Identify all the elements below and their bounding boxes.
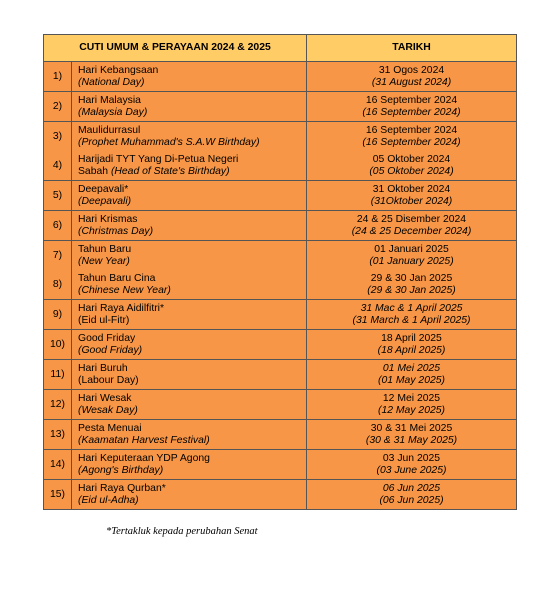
table-header-row (44, 35, 517, 62)
holiday-date-english: (01 May 2025) (378, 374, 445, 386)
holiday-name-cell (72, 181, 307, 211)
holiday-name: Hari Raya Qurban* (78, 483, 166, 494)
holiday-date-english: (18 April 2025) (377, 344, 446, 356)
holiday-date-cell (307, 62, 517, 92)
holiday-name-cell (72, 360, 307, 390)
holiday-date-cell (307, 122, 517, 152)
table-row (44, 122, 517, 152)
holiday-date-english: (06 Jun 2025) (379, 494, 444, 506)
holiday-date: 24 & 25 Disember 2024 (356, 214, 467, 225)
holiday-date-cell (307, 360, 517, 390)
holiday-name-cell (72, 62, 307, 92)
holiday-name: Hari Krismas (78, 214, 138, 225)
table-row (44, 62, 517, 92)
holiday-name: Pesta Menuai (78, 423, 142, 434)
row-number: 12) (44, 390, 72, 420)
holiday-name-english: (Agong's Birthday) (78, 464, 164, 476)
holiday-date: 31 Mac & 1 April 2025 (360, 303, 463, 314)
holiday-date: 12 Mei 2025 (382, 393, 441, 404)
holiday-date-english: (16 September 2024) (362, 106, 461, 118)
holiday-date-cell (307, 420, 517, 450)
table-row (44, 181, 517, 211)
row-number: 11) (44, 360, 72, 390)
holiday-name-english: (New Year) (78, 255, 130, 267)
holiday-name-english: (Labour Day) (78, 374, 139, 386)
holiday-name: Hari Kebangsaan (78, 65, 159, 76)
row-number: 3) (44, 122, 72, 152)
holiday-date: 01 Mei 2025 (382, 363, 441, 374)
holiday-name: Hari Wesak (78, 393, 132, 404)
holiday-name-cell (72, 270, 307, 300)
holiday-name-cell (72, 92, 307, 122)
holiday-name-cell (72, 300, 307, 330)
row-number: 6) (44, 211, 72, 241)
holiday-name: Deepavali* (78, 184, 129, 195)
holiday-date-cell (307, 241, 517, 271)
table-row (44, 360, 517, 390)
holiday-date: 16 September 2024 (365, 95, 458, 106)
row-number: 15) (44, 480, 72, 510)
table-row (44, 450, 517, 480)
table-row (44, 300, 517, 330)
holiday-date-cell (307, 181, 517, 211)
holiday-name-english: (Christmas Day) (78, 225, 154, 237)
holiday-name-cell (72, 241, 307, 271)
holiday-table (43, 34, 517, 510)
holiday-date-cell (307, 151, 517, 181)
holiday-name-english: (Wesak Day) (78, 404, 138, 416)
holiday-name-english: (Head of State's Birthday) (110, 165, 230, 177)
holiday-name-english: (National Day) (78, 76, 145, 88)
holiday-name-cell (72, 151, 307, 181)
holiday-date: 31 Oktober 2024 (372, 184, 451, 195)
table-row (44, 480, 517, 510)
holiday-name-english: (Malaysia Day) (78, 106, 148, 118)
table-row (44, 330, 517, 360)
row-number: 13) (44, 420, 72, 450)
holiday-date: 31 Ogos 2024 (378, 65, 445, 76)
holiday-name: Good Friday (78, 333, 136, 344)
table-row (44, 241, 517, 271)
holiday-date-cell (307, 450, 517, 480)
holiday-name-cell (72, 480, 307, 510)
holiday-date: 18 April 2025 (381, 333, 442, 344)
holiday-date-english: (01 January 2025) (369, 255, 454, 267)
table-row (44, 390, 517, 420)
holiday-date: 05 Oktober 2024 (372, 154, 451, 165)
row-number: 14) (44, 450, 72, 480)
holiday-date: 03 Jun 2025 (382, 453, 441, 464)
holiday-date-english: (12 May 2025) (378, 404, 445, 416)
row-number: 9) (44, 300, 72, 330)
holiday-name: Hari Malaysia (78, 95, 141, 106)
row-number: 4) (44, 151, 72, 181)
table-row (44, 270, 517, 300)
holiday-name: Hari Buruh (78, 363, 128, 374)
holiday-name-cell (72, 450, 307, 480)
holiday-name-line2 (78, 166, 306, 178)
holiday-date-cell (307, 390, 517, 420)
holiday-date-cell (307, 92, 517, 122)
holiday-name-english: (Chinese New Year) (78, 284, 171, 296)
table-row (44, 92, 517, 122)
table-row (44, 211, 517, 241)
holiday-date-cell (307, 270, 517, 300)
holiday-date-cell (307, 211, 517, 241)
holiday-date-english: (24 & 25 December 2024) (351, 225, 472, 237)
holiday-date: 29 & 30 Jan 2025 (370, 273, 453, 284)
holiday-date-cell (307, 330, 517, 360)
holiday-name: Tahun Baru (78, 244, 132, 255)
table-row (44, 151, 517, 181)
holiday-name-cell (72, 390, 307, 420)
holiday-date-cell (307, 480, 517, 510)
holiday-name-cell (72, 330, 307, 360)
holiday-name: Hari Keputeraan YDP Agong (78, 453, 210, 464)
holiday-name-cell (72, 211, 307, 241)
footnote: *Tertakluk kepada perubahan Senat (106, 526, 258, 537)
row-number: 2) (44, 92, 72, 122)
holiday-date: 01 Januari 2025 (374, 244, 449, 255)
holiday-date: 16 September 2024 (365, 125, 458, 136)
holiday-date: 06 Jun 2025 (382, 483, 441, 494)
holiday-date-english: (03 June 2025) (376, 464, 447, 476)
holiday-name: Harijadi TYT Yang Di-Petua Negeri (78, 154, 239, 165)
holiday-name: Tahun Baru Cina (78, 273, 156, 284)
holiday-date-cell (307, 300, 517, 330)
holiday-name-english: (Deepavali) (78, 195, 132, 207)
holiday-name-english: (Kaamatan Harvest Festival) (78, 434, 210, 446)
table-row (44, 420, 517, 450)
holiday-date-english: (05 Oktober 2024) (369, 165, 454, 177)
holiday-name-english: (Eid ul-Fitr) (78, 314, 130, 326)
holiday-date-english: (31 March & 1 April 2025) (352, 314, 471, 326)
holiday-date-english: (31Oktober 2024) (370, 195, 453, 207)
row-number: 1) (44, 62, 72, 92)
holiday-name-cell (72, 420, 307, 450)
row-number: 10) (44, 330, 72, 360)
holiday-name: Maulidurrasul (78, 125, 141, 136)
holiday-date-english: (29 & 30 Jan 2025) (367, 284, 456, 296)
header-date: TARIKH (307, 35, 517, 62)
row-number: 8) (44, 270, 72, 300)
holiday-name-cell (72, 122, 307, 152)
holiday-name: Hari Raya Aidilfitri* (78, 303, 165, 314)
holiday-name-english: (Good Friday) (78, 344, 143, 356)
row-number: 5) (44, 181, 72, 211)
holiday-date-english: (31 August 2024) (371, 76, 452, 88)
holiday-name-state: Sabah (78, 165, 109, 177)
holiday-date-english: (16 September 2024) (362, 136, 461, 148)
header-holiday: CUTI UMUM & PERAYAAN 2024 & 2025 (44, 35, 307, 62)
row-number: 7) (44, 241, 72, 271)
holiday-name-english: (Eid ul-Adha) (78, 494, 139, 506)
holiday-name-english: (Prophet Muhammad's S.A.W Birthday) (78, 136, 260, 148)
holiday-date: 30 & 31 Mei 2025 (370, 423, 453, 434)
holiday-date-english: (30 & 31 May 2025) (365, 434, 458, 446)
